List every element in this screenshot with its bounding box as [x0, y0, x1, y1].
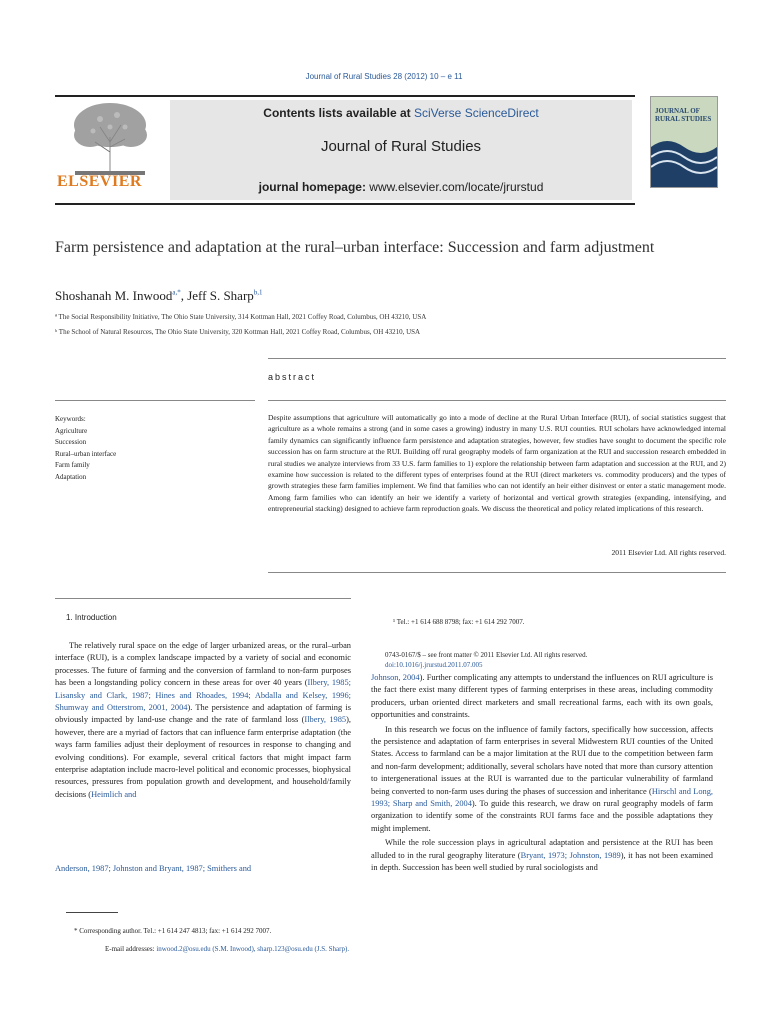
- article-title: Farm persistence and adaptation at the rural–urban interface: Succession and farm adjustment: [55, 239, 655, 256]
- author-1-affil[interactable]: a,*: [172, 288, 181, 297]
- citation-link[interactable]: Johnson, 2004: [371, 673, 420, 682]
- intro-left-column: [55, 640, 351, 801]
- right-paragraph-3: While the role succession plays in agricultural adaptation and persistence at the RUI has been alluded to in the rural geography literature (Bryant, 1973; Johnston, 1989), it has not been examined in depth. Succession has been well studied by rural sociologists and: [371, 838, 713, 873]
- author-1[interactable]: Shoshanah M. Inwood: [55, 288, 173, 303]
- keywords-label: Keywords:: [55, 415, 86, 423]
- abstract-rule: [268, 400, 726, 401]
- citation-link[interactable]: Heimlich and: [91, 789, 137, 799]
- author-2-affil[interactable]: b,1: [253, 288, 263, 297]
- section-heading-introduction: 1. Introduction: [66, 613, 117, 622]
- authors-line: [55, 288, 263, 304]
- intro-right-column: [371, 672, 713, 875]
- issn-line: 0743-0167/$ – see front matter © 2011 Elsevier Ltd. All rights reserved.: [385, 651, 588, 659]
- journal-homepage: [170, 180, 632, 194]
- keywords-rule: [55, 400, 255, 401]
- keywords-block: [55, 414, 116, 483]
- citation-link[interactable]: Ilbery, 1985; Lisansky and Clark, 1987; Hines and Rhoades, 1994; Abdalla and Kelsey, 1996; Shumway and Otterstrom, 2001, 2004: [55, 678, 351, 713]
- abstract-text: Despite assumptions that agriculture will automatically go into a mode of decline at the Rural Urban Interface (RUI), of social statistics suggest that agriculture as a whole remains a strong (and in some cases a growing) industry in many U.S. RUI counties. RUI scholars have acknowledged internal family dynamics can significantly influence farm persistence and adaptation strategies, however, few studies have sought to document the specific role succession has on farm structure at the RUI. Building off rural geography models of farm organization at the RUI and succession research embedded in rural studies we analyze interviews from 33 U.S. farm families to 1) explore the relationship between farm adaptation and succession at the RUI, and 2) examine how succession is related to the different types of enterprises found at the RUI (direct marketers vs. commodity producers) and the types of growth strategies these farm families implement. We find that families who can not identify an heir either disinvest or enter a static management mode. Among farm families who can identify an heir we identify a variety of horizontal and vertical growth strategies (expanding, intensifying, and entrepreneurial stacking) designed to achieve farm reproduction goals. We discuss the theoretical and policy related implications of this research.: [268, 413, 726, 514]
- contents-prefix: Contents lists available at: [263, 106, 414, 120]
- footnote-rule: [66, 912, 118, 913]
- cover-title: JOURNAL OF RURAL STUDIES: [655, 107, 712, 123]
- citation-link[interactable]: Bryant, 1973; Johnston, 1989: [520, 850, 621, 860]
- sciencedirect-link[interactable]: SciVerse ScienceDirect: [414, 106, 539, 120]
- affiliation-b: ᵇ The School of Natural Resources, The Ohio State University, 320 Kottman Hall, 2021 Coffey Road, Columbus, OH 43210, USA: [55, 328, 421, 336]
- affiliations: [55, 310, 525, 340]
- keyword: Adaptation: [55, 472, 87, 481]
- corresponding-author-note: * Corresponding author. Tel.: +1 614 247 4813; fax: +1 614 292 7007.: [74, 927, 272, 935]
- abstract-top-rule: [268, 358, 726, 359]
- author2-tel-note: ¹ Tel.: +1 614 688 8798; fax: +1 614 292 7007.: [393, 618, 525, 626]
- author-separator: ,: [180, 288, 188, 303]
- intro-top-rule: [55, 598, 351, 599]
- keyword: Agriculture: [55, 426, 88, 435]
- email-links[interactable]: inwood.2@osu.edu (S.M. Inwood), sharp.123@osu.edu (J.S. Sharp).: [156, 945, 350, 953]
- keyword: Succession: [55, 438, 87, 446]
- issn-block: [385, 650, 715, 670]
- email-label: E-mail addresses:: [105, 945, 157, 953]
- header-bottom-rule: [55, 203, 635, 205]
- journal-cover-thumbnail: [650, 96, 718, 188]
- right-paragraph-2: In this research we focus on the influence of family factors, specifically how succession, affects the persistence and adaptation of farm enterprises in several Midwestern RUI counties of the United States. Access to farmland can be a major limitation at the RUI due to the competition between farm and non-farm development; additionally, several scholars have noted that more than cursory attention to intergenerational issues at the RUI is warranted due to the particular vulnerability of farmland being converted to non-farm uses during the phases of succession and inheritance (Hirschl and Long, 1993; Sharp and Smith, 2004). To guide this research, we draw on rural geography models of farm organization to identify some of the constraints RUI farms face and the possible adaptations they might implement.: [371, 724, 713, 833]
- homepage-url[interactable]: www.elsevier.com/locate/jrurstud: [369, 180, 544, 194]
- contents-line: [170, 106, 632, 120]
- abstract-copyright: 2011 Elsevier Ltd. All rights reserved.: [611, 548, 726, 557]
- journal-reference: Journal of Rural Studies 28 (2012) 10 – e 11: [305, 72, 463, 81]
- abstract-label: abstract: [268, 372, 317, 382]
- email-note: [105, 945, 349, 953]
- doi-link[interactable]: doi:10.1016/j.jrurstud.2011.07.005: [385, 661, 483, 669]
- citation-link[interactable]: Hirschl and Long, 1993; Sharp and Smith, 2004: [371, 786, 713, 809]
- elsevier-wordmark: ELSEVIER: [57, 173, 142, 190]
- affiliation-a: ª The Social Responsibility Initiative, The Ohio State University, 314 Kottman Hall, 2021 Coffey Road, Columbus, OH 43210, USA: [55, 313, 427, 321]
- abstract-bottom-rule: [268, 572, 726, 573]
- journal-title: Journal of Rural Studies: [320, 138, 482, 155]
- citation-link[interactable]: Ilbery, 1985: [304, 715, 347, 725]
- author-2[interactable]: Jeff S. Sharp: [187, 288, 254, 303]
- intro-paragraph-1: The relatively rural space on the edge of larger urbanized areas, or the rural–urban interface (RUI), is a complex landscape impacted by a variety of social and economic processes. The future of farming and the conversion of farmland to non-farm purposes has been a longstanding policy concern in these areas for over 40 years (Ilbery, 1985; Lisansky and Clark, 1987; Hines and Rhoades, 1994; Abdalla and Kelsey, 1996; Shumway and Otterstrom, 2001, 2004). The persistence and adaptation of farming is obviously impacted by land-use change and the rate of farmland loss (Ilbery, 1985), however, there are a myriad of factors that can influence farm enterprise adaptation (the ways farm families adjust their deployment of resources in response to changing and evolving conditions). For example, several critical factors that might impact farm enterprise adaptation include macro-level political and economic processes, biophysical resources, pressures from population growth and development, and household/family decisions (Heimlich and: [55, 641, 351, 799]
- right-paragraph-1: Johnson, 2004). Further complicating any attempts to understand the influences on RUI agriculture is the fact there exist many different types of farming enterprises in these areas, including commodity producers, urban oriented direct marketers and small recreational farms, each with its own goals, opportunities and constraints.: [371, 673, 713, 720]
- keyword: Farm family: [55, 461, 90, 469]
- keyword: Rural–urban interface: [55, 449, 117, 458]
- citation-link[interactable]: Anderson, 1987; Johnston and Bryant, 1987; Smithers and: [55, 864, 252, 873]
- homepage-label: journal homepage:: [258, 180, 370, 194]
